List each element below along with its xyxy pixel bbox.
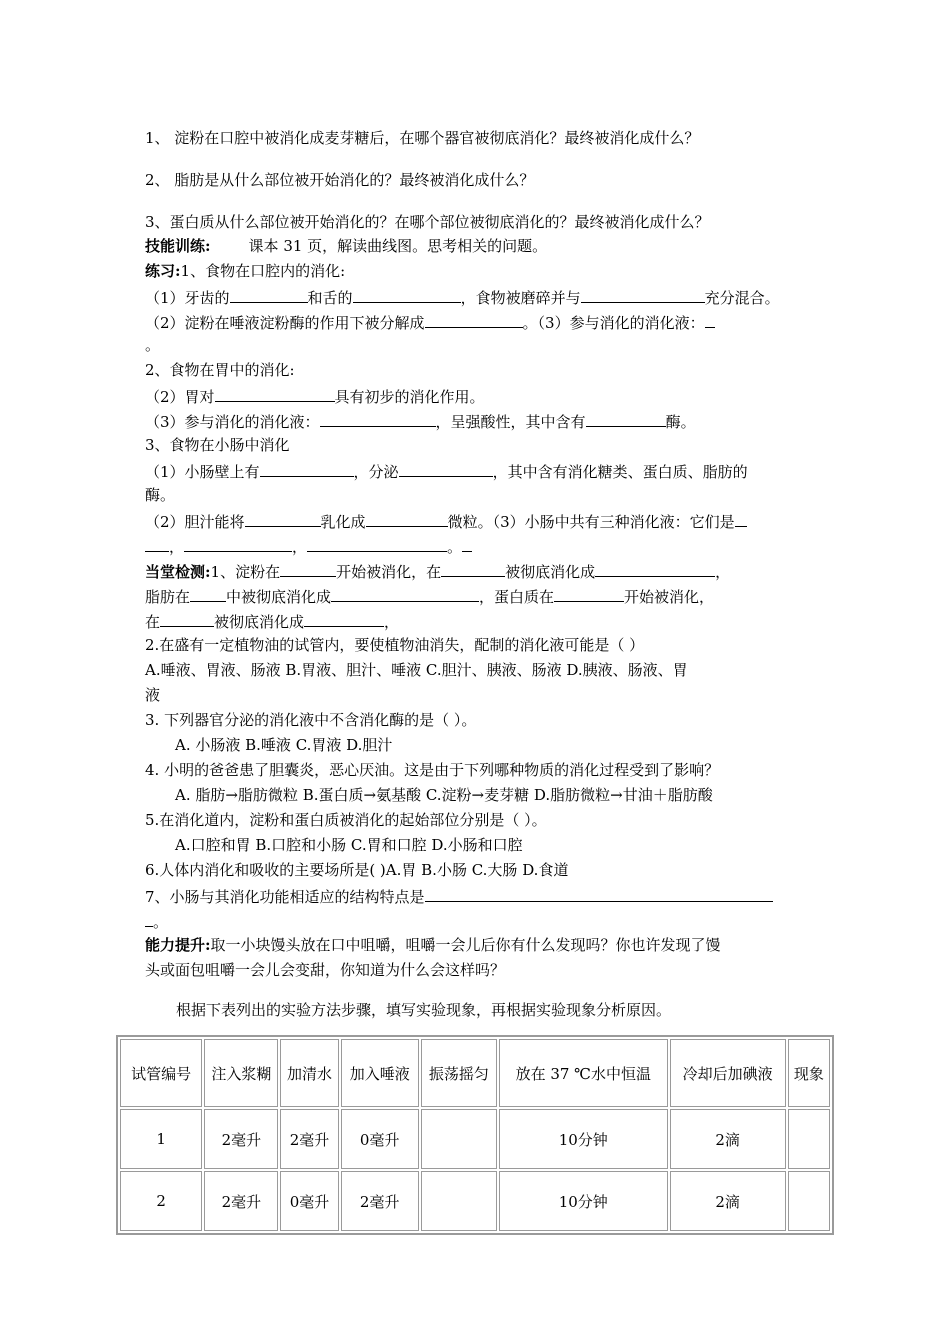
blank[interactable]: [462, 535, 472, 552]
table-cell: 2毫升: [341, 1171, 419, 1231]
practice-s3-p2: [145, 510, 747, 532]
ability-para-1: [145, 935, 721, 955]
check-q4-options: A. 脂肪→脂肪微粒 B.蛋白质→氨基酸 C.淀粉→麦芽糖 D.脂肪微粒→甘油＋脂肪酸: [175, 786, 713, 804]
check-q7-end: [145, 910, 168, 932]
practice-s2-title: 2、食物在胃中的消化:: [145, 361, 295, 379]
table-header-cell: 振荡摇匀: [421, 1039, 497, 1107]
text-seg: ，: [384, 613, 400, 631]
practice-s2-p2: [145, 385, 485, 407]
blank[interactable]: [230, 286, 308, 303]
text-seg: 开始被消化，在: [336, 563, 442, 581]
text-seg: 被彻底消化成: [214, 613, 305, 631]
check-q3-options: A. 小肠液 B.唾液 C.胃液 D.胆汁: [175, 736, 393, 754]
blank[interactable]: [425, 311, 523, 328]
practice-s1-p2: [145, 311, 715, 333]
skill-training: [145, 236, 547, 256]
skill-label: 技能训练:: [145, 237, 211, 255]
check-q2-options-end: 液: [145, 686, 161, 704]
blank[interactable]: [441, 560, 505, 577]
blank[interactable]: [260, 460, 354, 477]
text-seg: 1、淀粉在: [210, 563, 281, 581]
blank[interactable]: [307, 535, 447, 552]
table-header-cell: 加入唾液: [341, 1039, 419, 1107]
blank[interactable]: [160, 610, 214, 627]
text-seg: 具有初步的消化作用。: [334, 388, 485, 406]
table-header-cell: 放在 37 ℃水中恒温: [499, 1039, 667, 1107]
check-q5-options: A.口腔和胃 B.口腔和小肠 C.胃和口腔 D.小肠和口腔: [175, 836, 523, 854]
table-header-cell: 加清水: [280, 1039, 338, 1107]
text-seg: ，: [715, 563, 731, 581]
blank[interactable]: [245, 510, 321, 527]
text-seg: 取一小块馒头放在口中咀嚼，咀嚼一会儿后你有什么发现吗？你也许发现了馒: [210, 936, 721, 954]
table-header-row: [120, 1039, 830, 1107]
table-cell[interactable]: [788, 1171, 830, 1231]
text-seg: 中被彻底消化成: [226, 588, 332, 606]
text-seg: ，蛋白质在: [479, 588, 555, 606]
blank[interactable]: [145, 910, 153, 927]
practice-s2-p3: [145, 410, 696, 432]
text-seg: ，呈强酸性，其中含有: [435, 413, 586, 431]
text-seg: 微粒。（3）小肠中共有三种消化液：它们是: [447, 513, 735, 531]
blank[interactable]: [735, 510, 747, 527]
table-cell: 0毫升: [341, 1109, 419, 1169]
blank[interactable]: [586, 410, 666, 427]
blank[interactable]: [320, 410, 436, 427]
table-cell[interactable]: [788, 1109, 830, 1169]
check-q5: 5.在消化道内，淀粉和蛋白质被消化的起始部位分别是（ ）。: [145, 811, 547, 829]
table-cell: 2滴: [670, 1171, 786, 1231]
practice-heading: [145, 261, 345, 281]
blank[interactable]: [581, 286, 705, 303]
question-3: 3、蛋白质从什么部位被开始消化的？在哪个部位被彻底消化的？最终被消化成什么？: [145, 213, 710, 231]
table-cell[interactable]: [421, 1109, 497, 1169]
table-row: [120, 1171, 830, 1231]
text-seg: 脂肪在: [145, 588, 191, 606]
text-seg: 7、小肠与其消化功能相适应的结构特点是: [145, 888, 425, 906]
blank[interactable]: [184, 535, 292, 552]
ability-label: 能力提升:: [145, 936, 211, 954]
text-seg: 被彻底消化成: [505, 563, 596, 581]
table-cell: 0毫升: [280, 1171, 338, 1231]
practice-s3-title: 3、食物在小肠中消化: [145, 436, 290, 454]
practice-s3-p1-end: 酶。: [145, 486, 176, 504]
check-label: 当堂检测:: [145, 563, 211, 581]
text-seg: 和舌的: [307, 289, 353, 307]
text-seg: ，: [292, 538, 308, 556]
text-seg: 酶。: [665, 413, 696, 431]
check-c1-fat: [145, 585, 714, 607]
ability-para-2: 头或面包咀嚼一会儿会变甜，你知道为什么会这样吗？: [145, 961, 506, 979]
table-cell[interactable]: [421, 1171, 497, 1231]
experiment-table: [116, 1035, 834, 1235]
table-cell: 2毫升: [204, 1109, 278, 1169]
table-header-cell: 现象: [788, 1039, 830, 1107]
table-cell: 2: [120, 1171, 202, 1231]
blank[interactable]: [280, 560, 336, 577]
text-seg: ，其中含有消化糖类、蛋白质、脂肪的: [492, 463, 748, 481]
practice-s3-p1: [145, 460, 748, 482]
check-q6: 6.人体内消化和吸收的主要场所是( )A.胃 B.小肠 C.大肠 D.食道: [145, 861, 569, 879]
text-seg: 。: [447, 538, 463, 556]
question-2: 2、 脂肪是从什么部位被开始消化的？最终被消化成什么？: [145, 171, 535, 189]
blank[interactable]: [190, 585, 226, 602]
blank[interactable]: [353, 286, 461, 303]
text-seg: （3）参与消化的消化液：: [145, 413, 320, 431]
blank[interactable]: [425, 885, 773, 902]
question-1: 1、 淀粉在口腔中被消化成麦芽糖后，在哪个器官被彻底消化？最终被消化成什么？: [145, 129, 700, 147]
table-header-cell: 试管编号: [120, 1039, 202, 1107]
text-seg: （2）淀粉在唾液淀粉酶的作用下被分解成: [145, 314, 425, 332]
check-q7: [145, 885, 773, 907]
practice-label: 练习:: [145, 262, 181, 280]
practice-s1-p1: [145, 286, 780, 308]
text-seg: ，: [169, 538, 185, 556]
skill-text: 课本 31 页，解读曲线图。思考相关的问题。: [248, 237, 548, 255]
blank[interactable]: [399, 460, 493, 477]
table-cell: 2毫升: [204, 1171, 278, 1231]
check-c1-protein: [145, 610, 399, 632]
text-seg: 。: [153, 913, 169, 931]
table-row: [120, 1109, 830, 1169]
text-seg: （1）牙齿的: [145, 289, 230, 307]
practice-s1-end: 。: [145, 336, 161, 354]
check-c1: [145, 560, 730, 582]
text-seg: （2）胆汁能将: [145, 513, 245, 531]
blank[interactable]: [145, 535, 169, 552]
table-cell: 10分钟: [499, 1109, 667, 1169]
text-seg: ，食物被磨碎并与: [460, 289, 581, 307]
table-header-cell: 冷却后加碘液: [670, 1039, 786, 1107]
check-q3: 3. 下列器官分泌的消化液中不含消化酶的是（ ）。: [145, 711, 477, 729]
table-cell: 1: [120, 1109, 202, 1169]
table-instruction: 根据下表列出的实验方法步骤，填写实验现象，再根据实验现象分析原因。: [176, 1001, 672, 1019]
practice-s1-title: 1、食物在口腔内的消化:: [180, 262, 346, 280]
text-seg: （1）小肠壁上有: [145, 463, 260, 481]
blank[interactable]: [304, 610, 384, 627]
blank[interactable]: [705, 311, 715, 328]
table-cell: 10分钟: [499, 1171, 667, 1231]
check-q2-options: A.唾液、胃液、肠液 B.胃液、胆汁、唾液 C.胆汁、胰液、肠液 D.胰液、肠液、胃: [145, 661, 688, 679]
text-seg: 。（3）参与消化的消化液：: [522, 314, 705, 332]
text-seg: （2）胃对: [145, 388, 215, 406]
blank[interactable]: [215, 385, 335, 402]
blank[interactable]: [331, 585, 479, 602]
text-seg: 在: [145, 613, 161, 631]
check-q4: 4. 小明的爸爸患了胆囊炎，恶心厌油。这是由于下列哪种物质的消化过程受到了影响？: [145, 761, 720, 779]
table-cell: 2毫升: [280, 1109, 338, 1169]
check-q2: 2.在盛有一定植物油的试管内，要使植物油消失，配制的消化液可能是（ ）: [145, 636, 645, 654]
text-seg: 乳化成: [320, 513, 366, 531]
table-header-cell: 注入浆糊: [204, 1039, 278, 1107]
text-seg: 充分混合。: [704, 289, 780, 307]
practice-s3-p2-cont: [145, 535, 472, 557]
text-seg: 开始被消化，: [624, 588, 715, 606]
blank[interactable]: [366, 510, 448, 527]
blank[interactable]: [595, 560, 715, 577]
table-cell: 2滴: [670, 1109, 786, 1169]
text-seg: ，分泌: [353, 463, 399, 481]
blank[interactable]: [554, 585, 624, 602]
